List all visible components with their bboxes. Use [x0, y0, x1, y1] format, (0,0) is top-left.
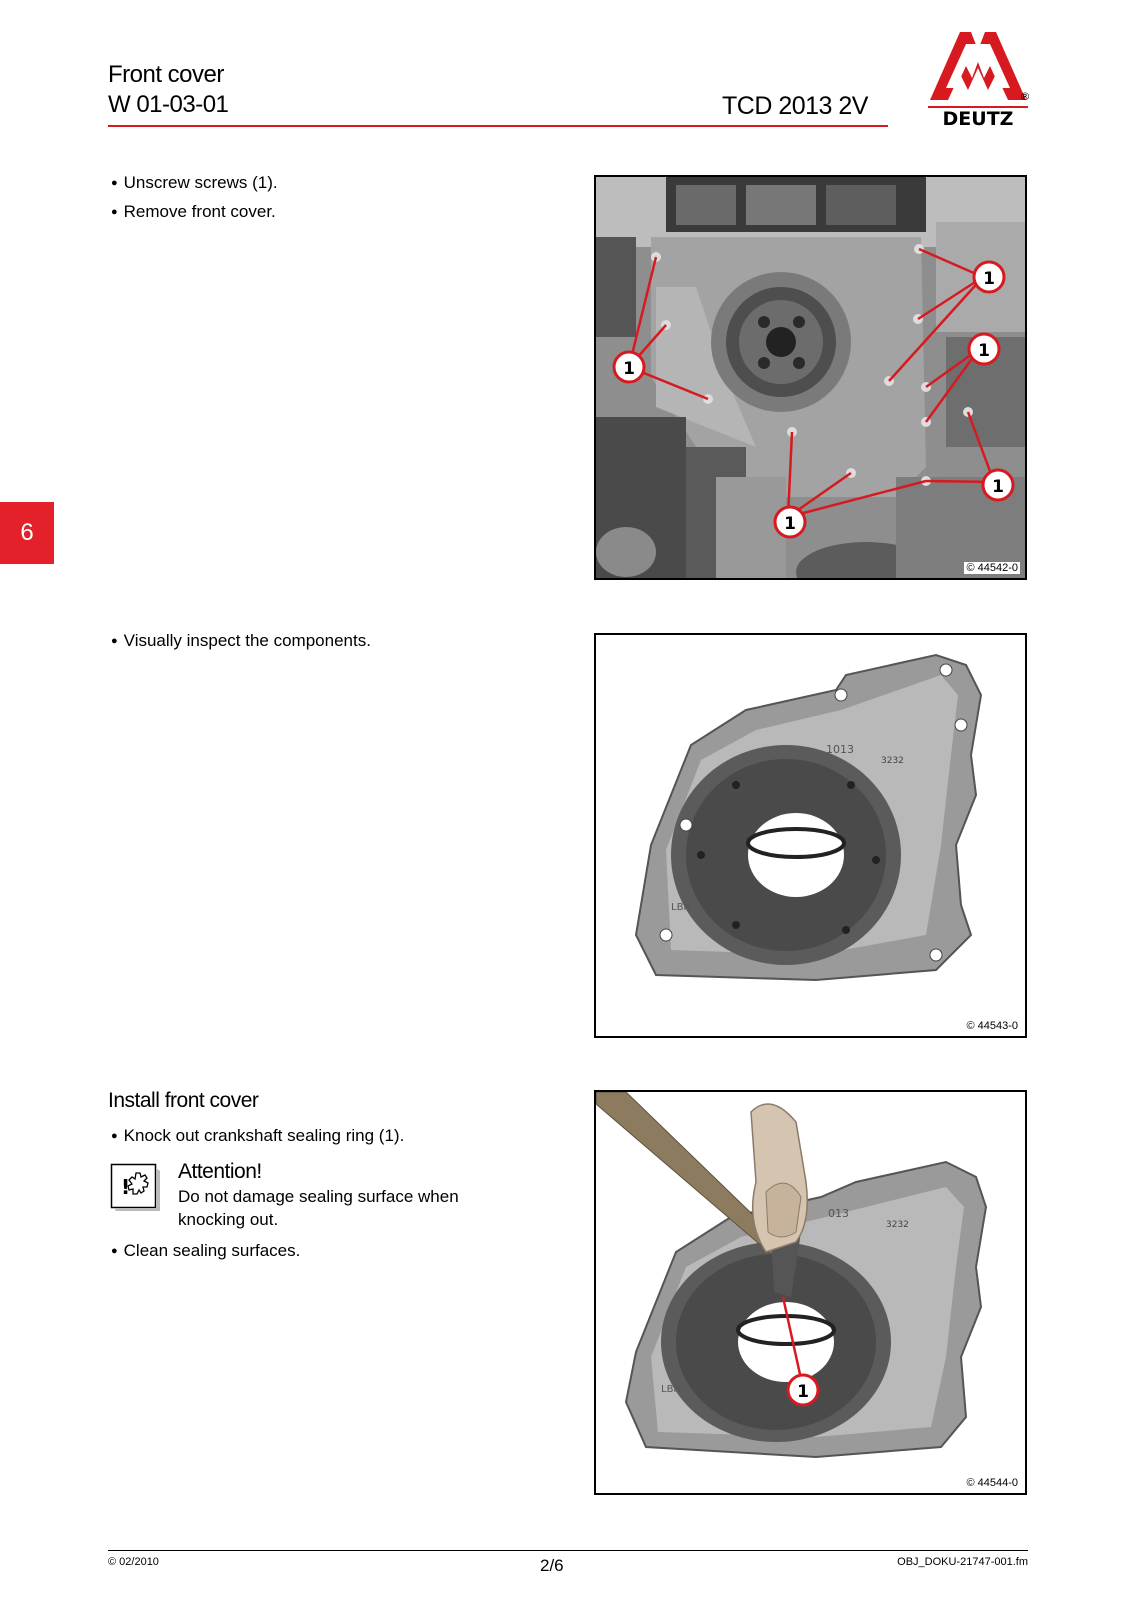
footer-page-number: 2/6 [540, 1556, 564, 1575]
callout-label: 1 [992, 477, 1004, 497]
callout-marker [775, 507, 805, 537]
figure-engine-front-cover [594, 175, 1027, 580]
cast-mark: 1013 [826, 743, 854, 756]
attention-title: Attention! [178, 1160, 262, 1183]
cast-mark: 3232 [881, 756, 904, 766]
section-title-install: Install front cover [108, 1089, 259, 1112]
callout-label: 1 [797, 1382, 809, 1402]
callout-marker [614, 352, 644, 382]
attention-exclamation: ! [121, 1175, 131, 1199]
step-remove-front-cover: ● Remove front cover. [111, 201, 276, 225]
callout-label: 1 [978, 341, 990, 361]
deutz-logo [922, 28, 1032, 128]
attention-text: Do not damage sealing surface when knocking out. [178, 1187, 459, 1229]
engine-model: TCD 2013 2V [722, 92, 868, 120]
figure-id: © 44544-0 [966, 1477, 1018, 1489]
callout-marker [969, 334, 999, 364]
step-clean-sealing-surfaces: ● Clean sealing surfaces. [111, 1240, 300, 1264]
engine-photo [596, 177, 1027, 580]
footer-date: © 02/2010 [108, 1556, 159, 1568]
document-code: W 01-03-01 [108, 91, 229, 118]
sealing-ring-photo [596, 1092, 1027, 1495]
registered-mark: ® [1019, 90, 1031, 103]
callout-marker [983, 470, 1013, 500]
front-cover-photo [596, 635, 1027, 1038]
callout-marker [788, 1375, 818, 1405]
figure-id: © 44543-0 [966, 1020, 1018, 1032]
header-rule [108, 125, 888, 127]
cast-mark: LBH [671, 902, 691, 913]
figure-knock-out-sealing-ring [594, 1090, 1027, 1495]
step-knock-out-sealing-ring: ● Knock out crankshaft sealing ring (1). [111, 1125, 404, 1149]
chapter-tab: 6 [0, 502, 54, 564]
section-name: Front cover [108, 61, 224, 88]
cast-mark: 013 [828, 1207, 849, 1220]
cast-mark: LBH [661, 1384, 681, 1395]
figure-removed-front-cover [594, 633, 1027, 1038]
callout-marker [974, 262, 1004, 292]
attention-gear-icon [110, 1163, 162, 1213]
step-unscrew-screws: ● Unscrew screws (1). [111, 172, 278, 196]
page-title [108, 60, 228, 120]
callout-label: 1 [784, 514, 796, 534]
step-visual-inspect: ● Visually inspect the components. [111, 630, 371, 654]
callout-label: 1 [983, 269, 995, 289]
footer-rule [108, 1550, 1028, 1551]
figure-id: © 44542-0 [966, 562, 1018, 574]
deutz-flame-icon [930, 32, 1026, 100]
footer-file-name: OBJ_DOKU-21747-001.fm [897, 1556, 1028, 1568]
deutz-wordmark: DEUTZ [942, 108, 1014, 128]
callout-label: 1 [623, 359, 635, 379]
cast-mark: 3232 [886, 1220, 909, 1230]
